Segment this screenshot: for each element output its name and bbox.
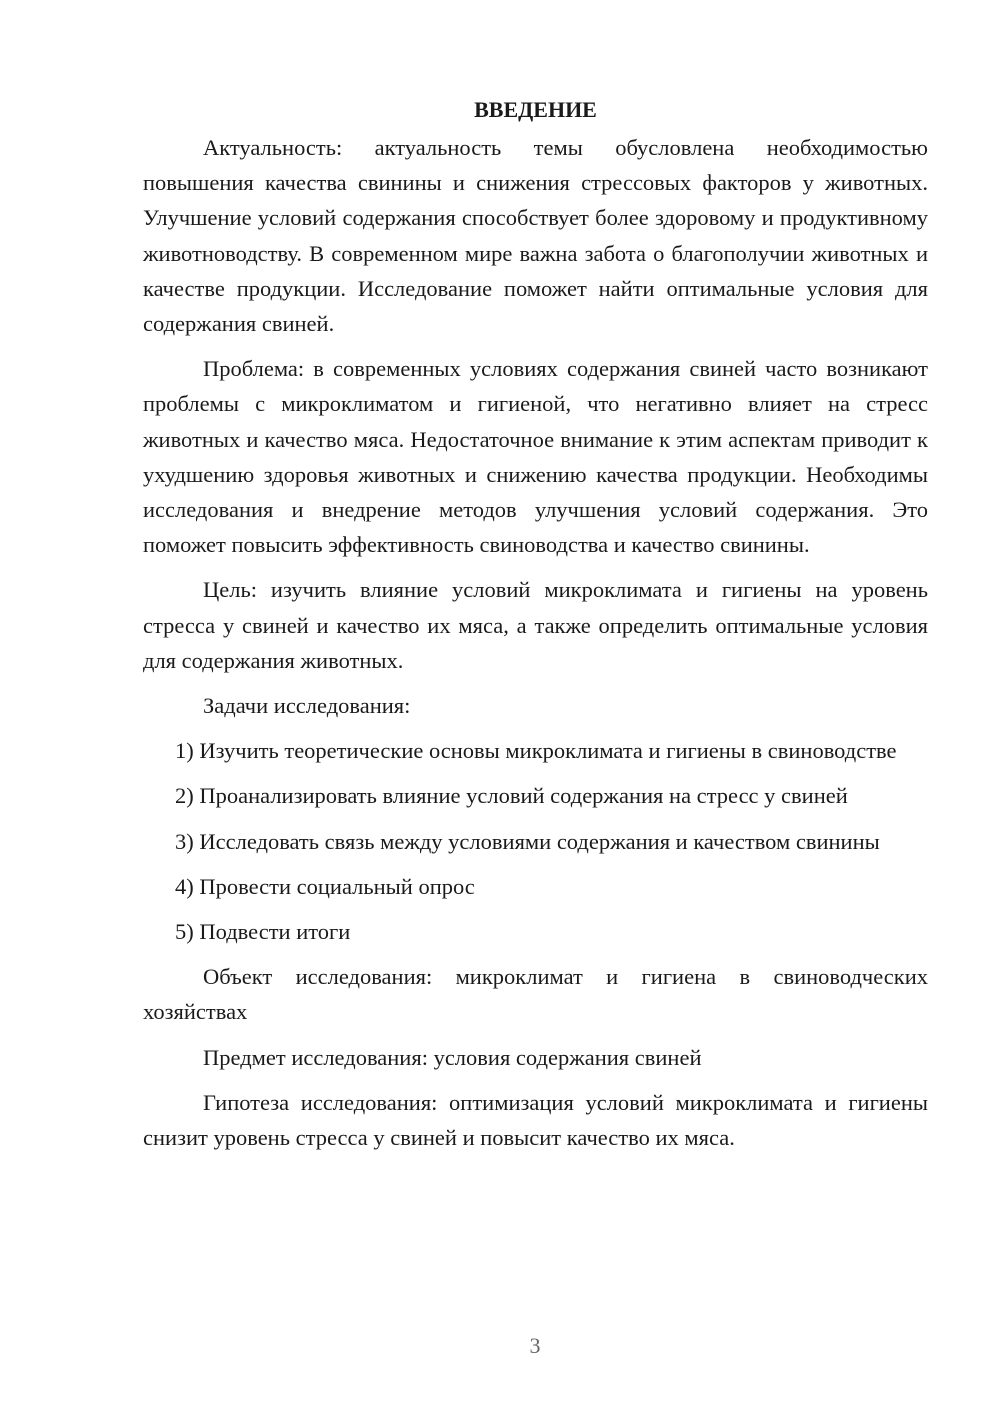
paragraph-relevance: Актуальность: актуальность темы обусловлена необходимостью повышения качества свинины и снижения стрессовых факторов у животных. Улучшение условий содержания способствует более здоровому и продуктивному животноводству. В современном мире важна забота о благополучии животных и качестве продукции. Исследование поможет найти оптимальные условия для содержания свиней. (143, 135, 928, 337)
document-page (143, 94, 928, 1165)
task-item-3: 3) Исследовать связь между условиями содержания и качеством свинины (175, 828, 880, 854)
task-item-4: 4) Провести социальный опрос (175, 873, 475, 899)
paragraph-problem: Проблема: в современных условиях содержания свиней часто возникают проблемы с микроклиматом и гигиеной, что негативно влияет на стресс животных и качество мяса. Недостаточное внимание к этим аспектам приводит к ухудшению здоровья животных и снижению качества продукции. Необходимы исследования и внедрение методов улучшения условий содержания. Это поможет повысить эффективность свиноводства и качество свинины. (143, 356, 928, 558)
task-item-2: 2) Проанализировать влияние условий содержания на стресс у свиней (175, 783, 848, 809)
paragraph-hypothesis: Гипотеза исследования: оптимизация условий микроклимата и гигиены снизит уровень стресса у свиней и повысит качество их мяса. (143, 1089, 928, 1151)
tasks-heading: Задачи исследования: (203, 693, 411, 719)
paragraph-object: Объект исследования: микроклимат и гигиена в свиноводческих хозяйствах (143, 964, 928, 1025)
task-item-5: 5) Подвести итоги (175, 919, 351, 945)
task-item-1: 1) Изучить теоретические основы микроклимата и гигиены в свиноводстве (175, 738, 897, 764)
page-number: 3 (529, 1333, 541, 1358)
paragraph-subject: Предмет исследования: условия содержания свиней (203, 1044, 702, 1070)
paragraph-goal: Цель: изучить влияние условий микроклимата и гигиены на уровень стресса у свиней и качество их мяса, а также определить оптимальные условия для содержания животных. (143, 577, 928, 673)
section-title: ВВЕДЕНИЕ (474, 97, 597, 122)
